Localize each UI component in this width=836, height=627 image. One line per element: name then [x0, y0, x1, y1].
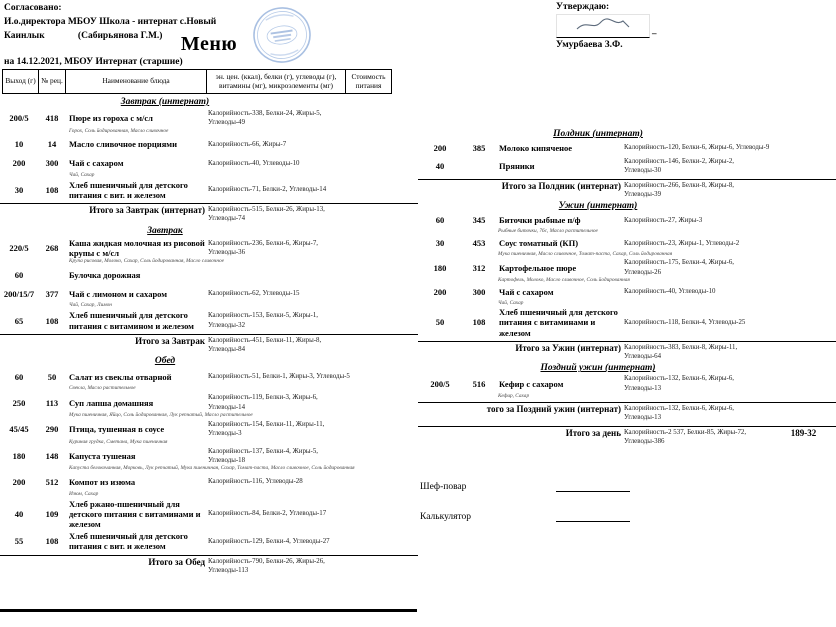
dish-nutrition: Калорийность-51, Белки-1, Жиры-3, Углеводы-5 [208, 373, 350, 381]
section-total-nutrition: Калорийность-451, Белки-11, Жиры-8, Углеводы-84 [208, 336, 322, 353]
dish-recipe-number: 14 [47, 139, 57, 150]
dish-nutrition: Калорийность-66, Жиры-7 [208, 140, 287, 148]
dish-portion: 250 [12, 397, 26, 408]
menu-section [418, 363, 836, 422]
agreed-line1: И.о.директора МБОУ Школа - интернат с.Новый [4, 16, 217, 27]
dish-portion: 220/5 [9, 242, 29, 253]
menu-row [0, 499, 418, 530]
dish-recipe-number: 345 [472, 215, 486, 226]
dish-recipe-number: 50 [47, 371, 57, 382]
dish-recipe-number: 312 [472, 262, 486, 273]
dish-name: Молоко кипяченое [499, 142, 573, 153]
dish-name: Соус томатный (КП) [499, 238, 579, 249]
dish-portion: 55 [14, 536, 24, 547]
dish-portion: 40 [435, 161, 445, 172]
dish-name: Пюре из гороха с м/сл [69, 113, 153, 124]
menu-right-column [418, 127, 836, 522]
section-total-row [0, 334, 418, 355]
menu-section [418, 129, 836, 199]
section-total-row [418, 341, 836, 362]
dish-recipe-number: 512 [45, 477, 59, 487]
menu-row [418, 235, 836, 251]
day-total-cost: 189-32 [790, 427, 817, 438]
dish-ingredients: Мука пшеничная, Масло сливочное, Томат-паста, Сахар, Соль йодированная [498, 251, 673, 258]
dish-recipe-number: 418 [45, 113, 59, 124]
menu-row [0, 447, 418, 466]
section-total-label: Итого за Ужин (интернат) [515, 342, 621, 353]
dish-portion: 50 [435, 317, 445, 328]
menu-row [418, 140, 836, 156]
section-title: Ужин (интернат) [558, 201, 638, 212]
dish-nutrition: Калорийность-175, Белки-4, Жиры-6, Углеводы-26 [624, 259, 734, 276]
signature-row [418, 462, 836, 492]
dish-recipe-number: 290 [45, 424, 59, 435]
dish-name: Пряники [499, 161, 535, 172]
dish-recipe-number: 108 [45, 315, 59, 326]
dish-name: Хлеб пшеничный для детского питания с витамином и железом [69, 310, 194, 331]
dish-recipe-number: 113 [45, 397, 59, 408]
dish-portion: 200 [433, 143, 447, 153]
section-total-label: того за Поздний ужин (интернат) [486, 404, 621, 415]
menu-row [0, 285, 418, 302]
col-header-recipe: № рец. [39, 70, 66, 93]
dish-nutrition: Калорийность-120, Белки-6, Жиры-6, Углеводы-9 [624, 144, 770, 152]
menu-row [0, 136, 418, 153]
dish-nutrition: Калорийность-40, Углеводы-10 [208, 159, 300, 167]
section-total-label: Итого за Завтрак (интернат) [89, 205, 205, 216]
menu-row [0, 474, 418, 491]
dish-nutrition: Калорийность-84, Белки-2, Углеводы-17 [208, 510, 327, 518]
dish-portion: 45/45 [9, 424, 29, 435]
dish-recipe-number: 377 [45, 288, 59, 299]
section-total-nutrition: Калорийность-132, Белки-6, Жиры-6, Углеводы-13 [624, 405, 734, 422]
col-header-output: Выход (г) [3, 70, 39, 93]
dish-name: Чай с сахаром [499, 287, 554, 298]
dish-portion: 180 [12, 451, 26, 462]
dish-portion: 200 [12, 477, 26, 487]
dish-recipe-number: 385 [472, 143, 486, 153]
dish-nutrition: Калорийность-146, Белки-2, Жиры-2, Углеводы-30 [624, 158, 734, 175]
dish-nutrition: Калорийность-129, Белки-4, Углеводы-27 [208, 537, 330, 545]
dish-recipe-number: 453 [472, 238, 486, 249]
dish-nutrition: Калорийность-27, Жиры-3 [624, 216, 703, 224]
dish-portion: 200 [12, 158, 26, 169]
section-title: Завтрак (интернат) [120, 97, 210, 107]
dish-ingredients: Горох, Соль йодированная, Масло сливочное [69, 127, 169, 134]
section-total-nutrition: Калорийность-383, Белки-8, Жиры-11, Углеводы-64 [624, 343, 738, 361]
section-total-label: Итого за Полдник (интернат) [501, 180, 621, 191]
dish-nutrition: Калорийность-23, Жиры-1, Углеводы-2 [624, 239, 740, 247]
agreed-label: Согласовано: [4, 3, 62, 13]
col-header-cost: Стоимость питания [351, 71, 386, 90]
approved-signature-line [556, 14, 650, 38]
dish-name: Птица, тушенная в соусе [69, 424, 165, 435]
dish-name: Чай с сахаром [69, 158, 124, 169]
dish-portion: 60 [14, 371, 24, 382]
menu-date-subtitle: на 14.12.2021, МБОУ Интернат (старшие) [4, 57, 183, 67]
menu-section [0, 356, 418, 575]
dish-ingredients: Крупа рисовая, Молоко, Сахар, Соль йодированная, Масло сливочное [69, 258, 224, 265]
dish-nutrition: Калорийность-71, Белки-2, Углеводы-14 [208, 186, 327, 194]
dish-nutrition: Калорийность-132, Белки-6, Жиры-6, Углеводы-13 [624, 375, 734, 392]
dish-name: Булочка дорожная [69, 269, 141, 280]
signature-underline [556, 479, 630, 492]
signature-block [418, 462, 836, 522]
menu-left-column [0, 95, 418, 575]
dish-portion: 30 [14, 184, 24, 195]
menu-row [0, 420, 418, 439]
dish-nutrition: Калорийность-62, Углеводы-15 [208, 290, 300, 298]
menu-section [0, 226, 418, 355]
section-total-row [0, 203, 418, 224]
day-total-nutrition: Калорийность-2 537, Белки-85, Жиры-72, Углеводы-386 [624, 428, 747, 446]
menu-row [418, 212, 836, 228]
section-title: Завтрак [147, 225, 183, 236]
dish-portion: 10 [14, 139, 24, 150]
menu-row [0, 266, 418, 283]
dish-name: Компот из изюма [69, 476, 136, 487]
dish-ingredients: Свекла, Масло растительное [69, 385, 136, 392]
signature-underline [556, 509, 630, 522]
dish-name: Хлеб пшеничный для детского питания с вит. и железом [69, 531, 188, 552]
dish-portion: 200/15/7 [3, 288, 35, 299]
page-title: Меню [180, 33, 238, 55]
section-total-row [418, 179, 836, 200]
menu-row [0, 180, 418, 200]
dish-nutrition: Калорийность-137, Белки-4, Жиры-5, Углеводы-18 [208, 447, 318, 465]
dish-recipe-number: 300 [472, 287, 486, 298]
dish-recipe-number: 108 [45, 184, 59, 195]
dish-recipe-number: 109 [45, 508, 59, 519]
approved-label: Утверждаю: [556, 2, 610, 12]
dish-nutrition: Калорийность-153, Белки-5, Жиры-1, Углеводы-32 [208, 312, 318, 329]
menu-section [0, 97, 418, 224]
signature-label: Шеф-повар [420, 482, 467, 493]
dish-name: Картофельное пюре [499, 262, 577, 273]
dish-nutrition: Калорийность-236, Белки-6, Жиры-7, Углеводы-36 [208, 239, 318, 256]
dish-ingredients: Чай, Сахар, Лимон [69, 302, 112, 309]
section-total-label: Итого за Обед [148, 556, 205, 567]
dish-ingredients: Мука пшеничная, Яйцо, Соль йодированная, Лук репчатый, Масло растительное [69, 412, 253, 419]
menu-row [0, 393, 418, 412]
signature-scribble-icon [557, 15, 647, 35]
section-total-label: Итого за Завтрак [135, 335, 205, 346]
dish-portion: 40 [14, 508, 24, 519]
dish-portion: 60 [14, 269, 24, 280]
dish-name: Биточки рыбные п/ф [499, 215, 581, 226]
section-total-nutrition: Калорийность-790, Белки-26, Жиры-26, Углеводы-113 [208, 557, 325, 574]
menu-row [0, 310, 418, 330]
section-total-nutrition: Калорийность-515, Белки-26, Жиры-13, Углеводы-74 [208, 206, 325, 223]
agreed-line2: Каинлык (Сабирьянова Г.М.) [4, 30, 163, 41]
dish-nutrition: Калорийность-154, Белки-11, Жиры-11, Углеводы-3 [208, 421, 325, 438]
menu-table-header [2, 69, 392, 94]
dish-ingredients: Рыбные биточки, 76с, Масло растительное [498, 228, 598, 235]
approved-block [556, 2, 736, 50]
dish-name: Суп лапша домашняя [69, 397, 154, 408]
menu-row [0, 238, 418, 258]
day-total-row [418, 426, 836, 447]
menu-row [0, 531, 418, 551]
dish-nutrition: Калорийность-116, Углеводы-28 [208, 478, 303, 486]
section-title: Обед [154, 356, 176, 367]
menu-row [418, 307, 836, 338]
menu-row [418, 157, 836, 176]
dish-ingredients: Чай, Сахар [69, 171, 95, 178]
dish-nutrition: Калорийность-119, Белки-3, Жиры-6, Углеводы-14 [208, 394, 318, 411]
dish-recipe-number: 148 [45, 451, 59, 462]
dish-nutrition: Калорийность-118, Белки-4, Углеводы-25 [624, 318, 746, 326]
dish-name: Салат из свеклы отварной [69, 371, 172, 382]
dish-name: Каша жидкая молочная из рисовой крупы с м/сл [69, 237, 205, 258]
dish-name: Капуста тушеная [69, 451, 136, 462]
dish-recipe-number: 300 [45, 158, 59, 169]
signature-row [418, 492, 836, 522]
page-bottom-rule [0, 609, 417, 612]
dish-name: Чай с лимоном и сахаром [69, 288, 168, 299]
dish-recipe-number: 268 [45, 242, 59, 253]
approved-name: Умурбаева З.Ф. [556, 40, 623, 50]
dish-recipe-number: 516 [472, 378, 486, 389]
menu-row [418, 258, 836, 277]
dish-ingredients: Кефир, Сахар [498, 393, 530, 399]
section-total-row [418, 402, 836, 423]
dish-name: Хлеб пшеничный для детского питания с вит. и железом [69, 179, 188, 200]
day-total-label: Итого за день [565, 427, 621, 438]
dish-nutrition: Калорийность-338, Белки-24, Жиры-5, Углеводы-49 [208, 110, 322, 127]
dish-ingredients: Картофель, Молоко, Масло сливочное, Соль йодированная [498, 277, 630, 284]
dish-name: Кефир с сахаром [499, 378, 564, 389]
dish-portion: 65 [14, 315, 24, 326]
dish-portion: 200/5 [9, 113, 29, 124]
dish-portion: 200/5 [430, 378, 450, 389]
section-total-nutrition: Калорийность-266, Белки-8, Жиры-8, Углеводы-39 [624, 181, 734, 198]
dish-nutrition: Калорийность-40, Углеводы-10 [624, 288, 716, 296]
dish-recipe-number: 108 [472, 317, 486, 328]
section-title: Поздний ужин (интернат) [540, 363, 656, 374]
dish-ingredients: Изюм, Сахар [69, 490, 99, 497]
dish-portion: 180 [433, 262, 447, 273]
dish-ingredients: Чай, Сахар [498, 300, 524, 307]
menu-row [0, 368, 418, 385]
dish-name: Хлеб пшеничный для детского питания с витаминами и железом [499, 307, 618, 338]
dish-portion: 30 [435, 238, 445, 249]
signature-label: Калькулятор [420, 512, 472, 523]
menu-row [418, 284, 836, 300]
dish-portion: 200 [433, 287, 447, 298]
approved-line-dash: _ [652, 25, 657, 35]
dish-name: Масло сливочное порциями [69, 139, 177, 150]
dish-ingredients: Куриная грудка, Сметана, Мука пшеничная [69, 438, 168, 445]
menu-row [0, 109, 418, 128]
dish-recipe-number: 108 [45, 536, 59, 547]
section-total-row [0, 555, 418, 576]
menu-row [418, 374, 836, 393]
section-title: Полдник (интернат) [553, 129, 643, 139]
menu-section [418, 201, 836, 361]
dish-portion: 60 [435, 215, 445, 226]
menu-row [0, 155, 418, 172]
col-header-dish-name: Наименование блюда [66, 70, 207, 93]
dish-name: Хлеб ржано-пшеничный для детского питания с витаминами и железом [69, 498, 201, 529]
dish-ingredients: Капуста белокочанная, Морковь, Лук репчатый, Мука пшеничная, Сахар, Томат-паста, Масло сливочное, Соль йодированная [69, 465, 355, 472]
col-header-nutrition: эн. цен. (ккал), белки (г), углеводы (г), витамины (мг), микроэлементы (мг) [207, 70, 346, 93]
